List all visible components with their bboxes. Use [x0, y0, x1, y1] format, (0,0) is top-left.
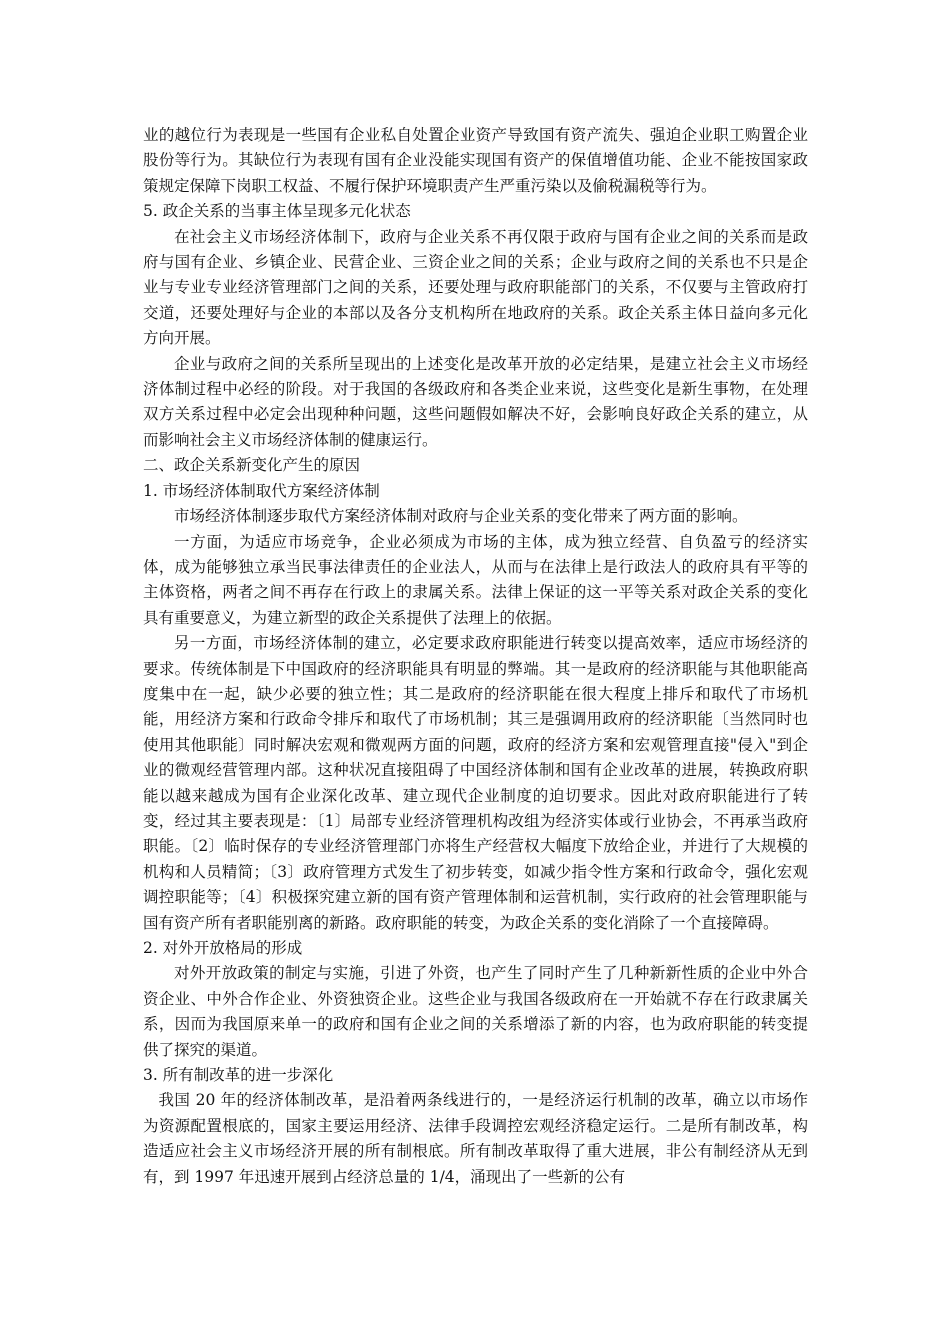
section-heading-5: 5. 政企关系的当事主体呈现多元化状态: [143, 202, 411, 221]
chapter-heading-2: 二、政企关系新变化产生的原因: [143, 456, 361, 475]
paragraph: 企业与政府之间的关系所呈现出的上述变化是改革开放的必定结果，是建立社会主义市场经济体制过程中必经的阶段。对于我国的各级政府和各类企业来说，这些变化是新生事物，在处理双方关系过程中必定会出现种种问题，这些问题假如解决不好，会影响良好政企关系的建立，从而影响社会主义市场经济体制的健康运行。: [143, 354, 808, 449]
paragraph: 我国 20 年的经济体制改革，是沿着两条线进行的，一是经济运行机制的改革，确立以市场作为资源配置根底的，国家主要运用经济、法律手段调控宏观经济稳定运行。二是所有制改革，构造适应社会主义市场经济开展的所有制根底。所有制改革取得了重大进展，非公有制经济从无到有，到 1997 年迅速开展到占经济总量的 1/4，涌现出了一些新的公有: [143, 1091, 808, 1186]
paragraph: 对外开放政策的制定与实施，引进了外资，也产生了同时产生了几种新新性质的企业中外合资企业、中外合作企业、外资独资企业。这些企业与我国各级政府在一开始就不存在行政隶属关系，因而为我国原来单一的政府和国有企业之间的关系增添了新的内容，也为政府职能的转变提供了探究的渠道。: [143, 964, 808, 1059]
section-heading-3: 3. 所有制改革的进一步深化: [143, 1066, 334, 1085]
paragraph-continued: 业的越位行为表现是一些国有企业私自处置企业资产导致国有资产流失、强迫企业职工购置企业股份等行为。其缺位行为表现有国有企业没能实现国有资产的保值增值功能、企业不能按国家政策规定保障下岗职工权益、不履行保护环境职责产生严重污染以及偷税漏税等行为。: [143, 126, 808, 195]
paragraph: 一方面，为适应市场竞争，企业必须成为市场的主体，成为独立经营、自负盈亏的经济实体，成为能够独立承当民事法律责任的企业法人，从而与在法律上是行政法人的政府具有平等的主体资格，两者之间不再存在行政上的隶属关系。法律上保证的这一平等关系对政企关系的变化具有重要意义，为建立新型的政企关系提供了法理上的依据。: [143, 532, 808, 627]
section-heading-1: 1. 市场经济体制取代方案经济体制: [143, 481, 380, 500]
paragraph: 另一方面，市场经济体制的建立，必定要求政府职能进行转变以提高效率，适应市场经济的要求。传统体制是下中国政府的经济职能具有明显的弊端。其一是政府的经济职能与其他职能高度集中在一起，缺少必要的独立性；其二是政府的经济职能在很大程度上排斥和取代了市场机能，用经济方案和行政命令排斥和取代了市场机制；其三是强调用政府的经济职能〔当然同时也使用其他职能〕同时解决宏观和微观两方面的问题，政府的经济方案和宏观管理直接"侵入"到企业的微观经营管理内部。这种状况直接阻碍了中国经济体制和国有企业改革的进展，转换政府职能以越来越成为国有企业深化改革、建立现代企业制度的迫切要求。因此对政府职能进行了转变，经过其主要表现是：〔1〕局部专业经济管理机构改组为经济实体或行业协会，不再承当政府职能。〔2〕临时保存的专业经济管理部门亦将生产经营权大幅度下放给企业，并进行了大规模的机构和人员精简；〔3〕政府管理方式发生了初步转变，如减少指令性方案和行政命令，强化宏观调控职能等；〔4〕积极探究建立新的国有资产管理体制和运营机制，实行政府的社会管理职能与国有资产所有者职能别离的新路。政府职能的转变，为政企关系的变化消除了一个直接障碍。: [143, 634, 808, 932]
paragraph: 在社会主义市场经济体制下，政府与企业关系不再仅限于政府与国有企业之间的关系而是政府与国有企业、乡镇企业、民营企业、三资企业之间的关系；企业与政府之间的关系也不只是企业与专业专业经济管理部门之间的关系，还要处理与政府职能部门的关系，不仅要与主管政府打交道，还要处理好与企业的本部以及各分支机构所在地政府的关系。政企关系主体日益向多元化方向开展。: [143, 227, 808, 348]
section-heading-2: 2. 对外开放格局的形成: [143, 939, 303, 957]
document-body: [143, 123, 808, 1190]
paragraph: 市场经济体制逐步取代方案经济体制对政府与企业关系的变化带来了两方面的影响。: [174, 507, 748, 526]
